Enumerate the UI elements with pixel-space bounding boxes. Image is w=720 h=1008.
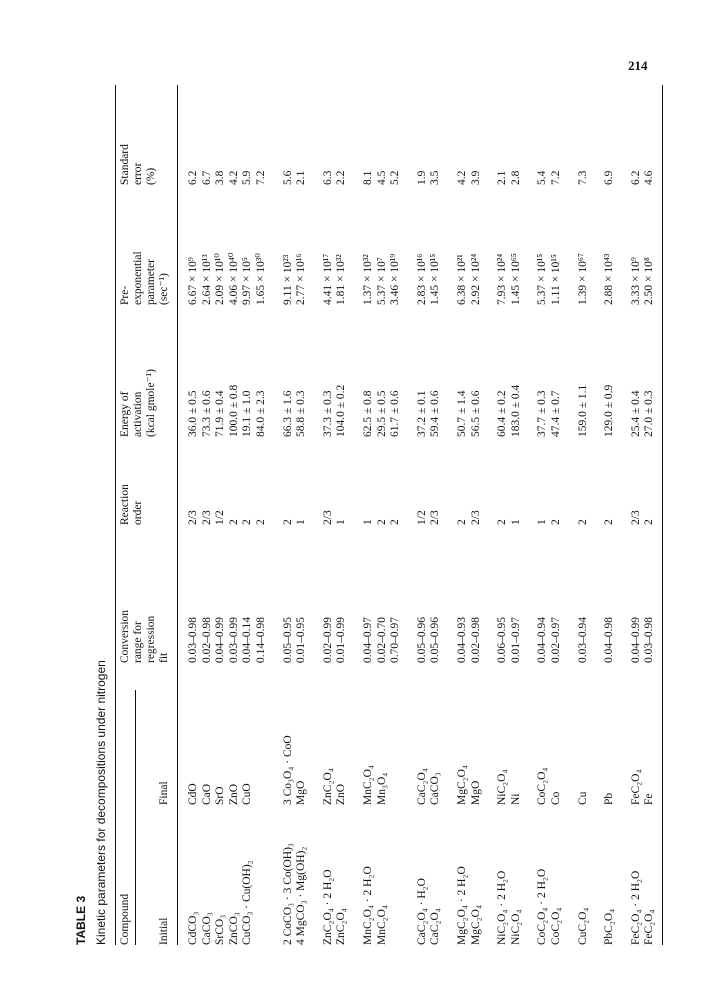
cell-range: 0.04–0.94 — [536, 617, 549, 663]
cell-range: 0.04–0.98 — [603, 617, 616, 663]
table-label: TABLE 3 — [74, 895, 88, 945]
cell-preexp: 9.11 × 10²³ — [281, 254, 294, 305]
cell-preexp: 7.93 × 10²⁴ — [496, 253, 509, 305]
cell-final: Co — [550, 791, 562, 805]
cell-initial: MnC₂O₄ — [375, 905, 388, 945]
cell-preexp: 1.39 × 10⁶⁷ — [576, 253, 589, 305]
header-pre: Pre- exponential parameter (sec⁻¹) — [119, 251, 170, 305]
table-row — [228, 85, 241, 945]
cell-final: CaC₂O₄ — [415, 768, 428, 805]
table-row — [496, 85, 509, 945]
cell-initial: CaC₂O₄ — [429, 908, 442, 945]
cell-initial: 4 MgCO₃ · Mg(OH)₂ — [295, 846, 308, 945]
cell-range: 0.70–0.97 — [389, 617, 402, 663]
cell-preexp: 1.37 × 10³² — [362, 254, 374, 305]
table-row — [470, 85, 483, 945]
cell-initial: MgC₂O₄ — [469, 905, 482, 945]
cell-initial: ZnC₂O₄ — [335, 908, 348, 945]
cell-preexp: 2.83 × 10¹⁶ — [415, 253, 428, 305]
table-row — [536, 85, 549, 945]
cell-order: 2 — [643, 519, 656, 525]
cell-order: 1 — [362, 519, 374, 525]
cell-initial: CaCO₃ — [200, 912, 213, 945]
cell-error: 2.1 — [496, 170, 509, 185]
table-row — [376, 85, 389, 945]
cell-error: 6.2 — [629, 170, 642, 185]
cell-final: Cu — [576, 791, 589, 805]
cell-preexp: 9.97 × 10⁵ — [241, 257, 254, 305]
header-energy: Energy of activation (kcal gmole⁻¹) — [119, 369, 157, 437]
cell-preexp: 6.67 × 10⁹ — [187, 257, 199, 305]
cell-error: 6.9 — [603, 170, 616, 185]
cell-final: MgO — [295, 780, 308, 805]
cell-initial: CdCO₃ — [187, 911, 199, 945]
cell-initial: NiC₂O₄ — [509, 909, 522, 945]
header-final: Final — [158, 781, 170, 805]
cell-error: 2.2 — [335, 170, 348, 185]
cell-order: 2 — [255, 519, 267, 525]
cell-order: 2 — [603, 519, 616, 525]
cell-energy: 66.3 ± 1.6 — [281, 390, 294, 437]
table-row — [282, 85, 295, 945]
table-row — [389, 85, 402, 945]
cell-initial: ZnC₂O₄ · 2 H₂O — [321, 869, 334, 945]
cell-energy: 58.8 ± 0.3 — [295, 390, 308, 437]
cell-final: CdO — [187, 783, 199, 805]
cell-range: 0.02–0.97 — [550, 617, 562, 663]
cell-preexp: 4.06 × 10⁴⁰ — [227, 252, 240, 305]
cell-error: 2.8 — [509, 170, 522, 185]
cell-energy: 37.7 ± 0.3 — [536, 390, 549, 437]
cell-range: 0.14–0.98 — [255, 617, 267, 663]
cell-error: 5.9 — [241, 170, 254, 185]
cell-initial: FeC₂O₄ — [643, 909, 656, 945]
cell-final: ZnO — [227, 783, 240, 805]
cell-initial: CaC₂O₄ · H₂O — [415, 878, 428, 945]
cell-preexp: 2.88 × 10⁴³ — [603, 253, 616, 305]
cell-final: Mn₃O₄ — [375, 772, 388, 805]
cell-order: 2 — [389, 519, 402, 525]
cell-error: 7.2 — [550, 170, 562, 185]
cell-range: 0.02–0.70 — [375, 617, 388, 663]
cell-preexp: 1.45 × 10⁶⁵ — [509, 253, 522, 305]
cell-preexp: 2.64 × 10¹³ — [200, 254, 213, 305]
cell-error: 6.2 — [187, 170, 199, 185]
table-row — [550, 85, 563, 945]
cell-energy: 19.1 ± 1.0 — [241, 390, 254, 437]
cell-order: 2 — [456, 519, 468, 525]
cell-preexp: 1.11 × 10¹⁵ — [550, 254, 562, 305]
table-row — [603, 85, 616, 945]
cell-order: 2 — [375, 519, 388, 525]
cell-energy: 159.0 ± 1.1 — [576, 384, 589, 437]
cell-energy: 60.4 ± 0.2 — [496, 390, 509, 437]
cell-initial: FeC₂O₄ · 2 H₂O — [629, 870, 642, 945]
cell-preexp: 1.65 × 10³⁰ — [255, 253, 267, 305]
cell-energy: 104.0 ± 0.2 — [335, 384, 348, 437]
header-error: Standard error (%) — [119, 144, 157, 185]
cell-error: 4.2 — [227, 170, 240, 185]
header-order: Reaction order — [119, 484, 144, 525]
cell-range: 0.03–0.94 — [576, 617, 589, 663]
cell-preexp: 4.41 × 10¹⁷ — [321, 253, 334, 305]
cell-error: 5.6 — [281, 170, 294, 185]
cell-order: 1 — [536, 519, 549, 525]
cell-error: 5.2 — [389, 170, 402, 185]
cell-error: 6.3 — [321, 170, 334, 185]
cell-energy: 61.7 ± 0.6 — [389, 390, 402, 437]
table-row — [643, 85, 656, 945]
cell-energy: 129.0 ± 0.9 — [603, 384, 616, 437]
table-bottom-rule — [662, 85, 663, 945]
cell-range: 0.02–0.98 — [469, 617, 482, 663]
cell-energy: 59.4 ± 0.6 — [429, 390, 442, 437]
cell-final: CaCO₃ — [429, 772, 442, 805]
cell-order: 2/3 — [200, 510, 213, 525]
cell-initial: NiC₂O₄ · 2 H₂O — [496, 870, 509, 945]
cell-final: ZnO — [335, 783, 348, 805]
cell-final: MnC₂O₄ — [362, 765, 374, 805]
table-row — [255, 85, 268, 945]
cell-error: 6.7 — [200, 170, 213, 185]
cell-range: 0.03–0.99 — [227, 617, 240, 663]
cell-energy: 36.0 ± 0.5 — [187, 390, 199, 437]
header-bottom-rule — [177, 85, 178, 945]
cell-final: NiC₂O₄ — [496, 769, 509, 805]
cell-preexp: 2.50 × 10⁸ — [643, 257, 656, 305]
cell-range: 0.02–0.98 — [200, 617, 213, 663]
table-caption: Kinetic parameters for decompositions under nitrogen — [94, 660, 108, 945]
cell-error: 7.3 — [576, 170, 589, 185]
table-row — [630, 85, 643, 945]
cell-error: 4.6 — [643, 170, 656, 185]
cell-final: CaO — [200, 783, 213, 805]
cell-energy: 27.0 ± 0.3 — [643, 390, 656, 437]
cell-final: Ni — [509, 793, 522, 805]
cell-range: 0.01–0.97 — [509, 617, 522, 663]
cell-range: 0.05–0.95 — [281, 617, 294, 663]
table-row — [322, 85, 335, 945]
cell-final: 3 Co₃O₄ · CoO — [281, 735, 294, 805]
cell-energy: 100.0 ± 0.8 — [227, 384, 240, 437]
cell-order: 2 — [550, 519, 562, 525]
cell-error: 4.2 — [456, 170, 468, 185]
cell-range: 0.05–0.96 — [429, 617, 442, 663]
cell-initial: MgC₂O₄ · 2 H₂O — [456, 866, 468, 945]
cell-error: 2.1 — [295, 170, 308, 185]
cell-preexp: 3.33 × 10⁹ — [629, 257, 642, 305]
cell-order: 2 — [281, 519, 294, 525]
cell-initial: CoC₂O₄ — [550, 907, 562, 945]
cell-range: 0.03–0.98 — [643, 617, 656, 663]
cell-range: 0.03–0.98 — [187, 617, 199, 663]
cell-order: 2 — [576, 519, 589, 525]
cell-range: 0.04–0.14 — [241, 617, 254, 663]
cell-preexp: 1.81 × 10³² — [335, 254, 348, 305]
cell-final: MgO — [469, 780, 482, 805]
cell-preexp: 3.46 × 10¹⁹ — [389, 253, 402, 305]
cell-energy: 73.3 ± 0.6 — [200, 390, 213, 437]
cell-range: 0.01–0.95 — [295, 617, 308, 663]
cell-final: CoC₂O₄ — [536, 767, 549, 805]
cell-order: 1 — [295, 519, 308, 525]
cell-range: 0.02–0.99 — [321, 617, 334, 663]
cell-order: 2/3 — [187, 510, 199, 525]
table-row — [187, 85, 200, 945]
cell-order: 2 — [241, 519, 254, 525]
cell-preexp: 5.37 × 10⁷ — [375, 257, 388, 305]
cell-initial: MnC₂O₄ · 2 H₂O — [362, 866, 374, 945]
cell-preexp: 2.09 × 10¹⁰ — [214, 253, 227, 305]
cell-preexp: 6.38 × 10²¹ — [456, 254, 468, 305]
table-row — [214, 85, 227, 945]
cell-order: 1/2 — [415, 510, 428, 525]
cell-energy: 71.9 ± 0.4 — [214, 390, 227, 437]
cell-energy: 37.2 ± 0.1 — [415, 390, 428, 437]
header-initial: Initial — [158, 917, 170, 945]
cell-initial: CuCO₃ · Cu(OH)₂ — [241, 860, 254, 945]
cell-preexp: 5.37 × 10¹⁵ — [536, 253, 549, 305]
cell-final: Fe — [643, 793, 656, 805]
cell-order: 2 — [227, 519, 240, 525]
compound-subrule — [135, 690, 136, 945]
cell-initial: SrCO₃ — [214, 914, 227, 945]
table-row — [335, 85, 348, 945]
cell-final: MgC₂O₄ — [456, 765, 468, 805]
cell-order: 2/3 — [429, 510, 442, 525]
cell-energy: 183.0 ± 0.4 — [509, 384, 522, 437]
cell-error: 3.9 — [469, 170, 482, 185]
cell-order: 1/2 — [214, 510, 227, 525]
cell-range: 0.04–0.97 — [362, 617, 374, 663]
table-row — [456, 85, 469, 945]
cell-order: 1 — [335, 519, 348, 525]
page-number: 214 — [628, 58, 648, 73]
cell-energy: 84.0 ± 2.3 — [255, 390, 267, 437]
table-row — [241, 85, 254, 945]
cell-range: 0.04–0.99 — [629, 617, 642, 663]
cell-error: 8.1 — [362, 170, 374, 185]
table-row — [295, 85, 308, 945]
cell-range: 0.06–0.95 — [496, 617, 509, 663]
cell-order: 2/3 — [321, 510, 334, 525]
cell-energy: 25.4 ± 0.4 — [629, 390, 642, 437]
cell-energy: 50.7 ± 1.4 — [456, 390, 468, 437]
cell-error: 4.5 — [375, 170, 388, 185]
cell-energy: 29.5 ± 0.5 — [375, 390, 388, 437]
cell-final: SrO — [214, 786, 227, 805]
cell-energy: 37.3 ± 0.3 — [321, 390, 334, 437]
table-row — [362, 85, 375, 945]
rotated-table-block — [75, 85, 655, 945]
cell-final: FeC₂O₄ — [629, 769, 642, 805]
cell-initial: PbC₂O₄ — [603, 908, 616, 945]
cell-order: 2/3 — [469, 510, 482, 525]
table-row — [416, 85, 429, 945]
cell-initial: 2 CoCO₃ · 3 Co(OH)₃ — [281, 843, 294, 945]
cell-final: Pb — [603, 792, 616, 805]
cell-order: 2 — [496, 519, 509, 525]
cell-preexp: 2.92 × 10²⁴ — [469, 253, 482, 305]
cell-range: 0.04–0.99 — [214, 617, 227, 663]
cell-order: 1 — [509, 519, 522, 525]
cell-order: 2/3 — [629, 510, 642, 525]
cell-energy: 62.5 ± 0.8 — [362, 390, 374, 437]
cell-range: 0.04–0.93 — [456, 617, 468, 663]
cell-energy: 47.4 ± 0.7 — [550, 390, 562, 437]
cell-initial: CoC₂O₄ · 2 H₂O — [536, 868, 549, 945]
cell-error: 3.5 — [429, 170, 442, 185]
table-top-rule — [115, 85, 116, 945]
cell-error: 3.8 — [214, 170, 227, 185]
cell-error: 7.2 — [255, 170, 267, 185]
header-compound: Compound — [119, 893, 131, 945]
cell-range: 0.01–0.99 — [335, 617, 348, 663]
table-row — [510, 85, 523, 945]
cell-final: CuO — [241, 783, 254, 805]
cell-range: 0.05–0.96 — [415, 617, 428, 663]
table-row — [577, 85, 590, 945]
cell-error: 1.9 — [415, 170, 428, 185]
cell-initial: CuC₂O₄ — [576, 907, 589, 945]
cell-energy: 56.5 ± 0.6 — [469, 390, 482, 437]
header-range: Conversion range for regression fit — [119, 609, 170, 663]
cell-error: 5.4 — [536, 170, 549, 185]
cell-preexp: 1.45 × 10¹⁵ — [429, 253, 442, 305]
cell-final: ZnC₂O₄ — [321, 768, 334, 805]
table-row — [201, 85, 214, 945]
cell-preexp: 2.77 × 10¹⁶ — [295, 253, 308, 305]
cell-initial: ZnCO₃ — [227, 912, 240, 945]
table-row — [429, 85, 442, 945]
